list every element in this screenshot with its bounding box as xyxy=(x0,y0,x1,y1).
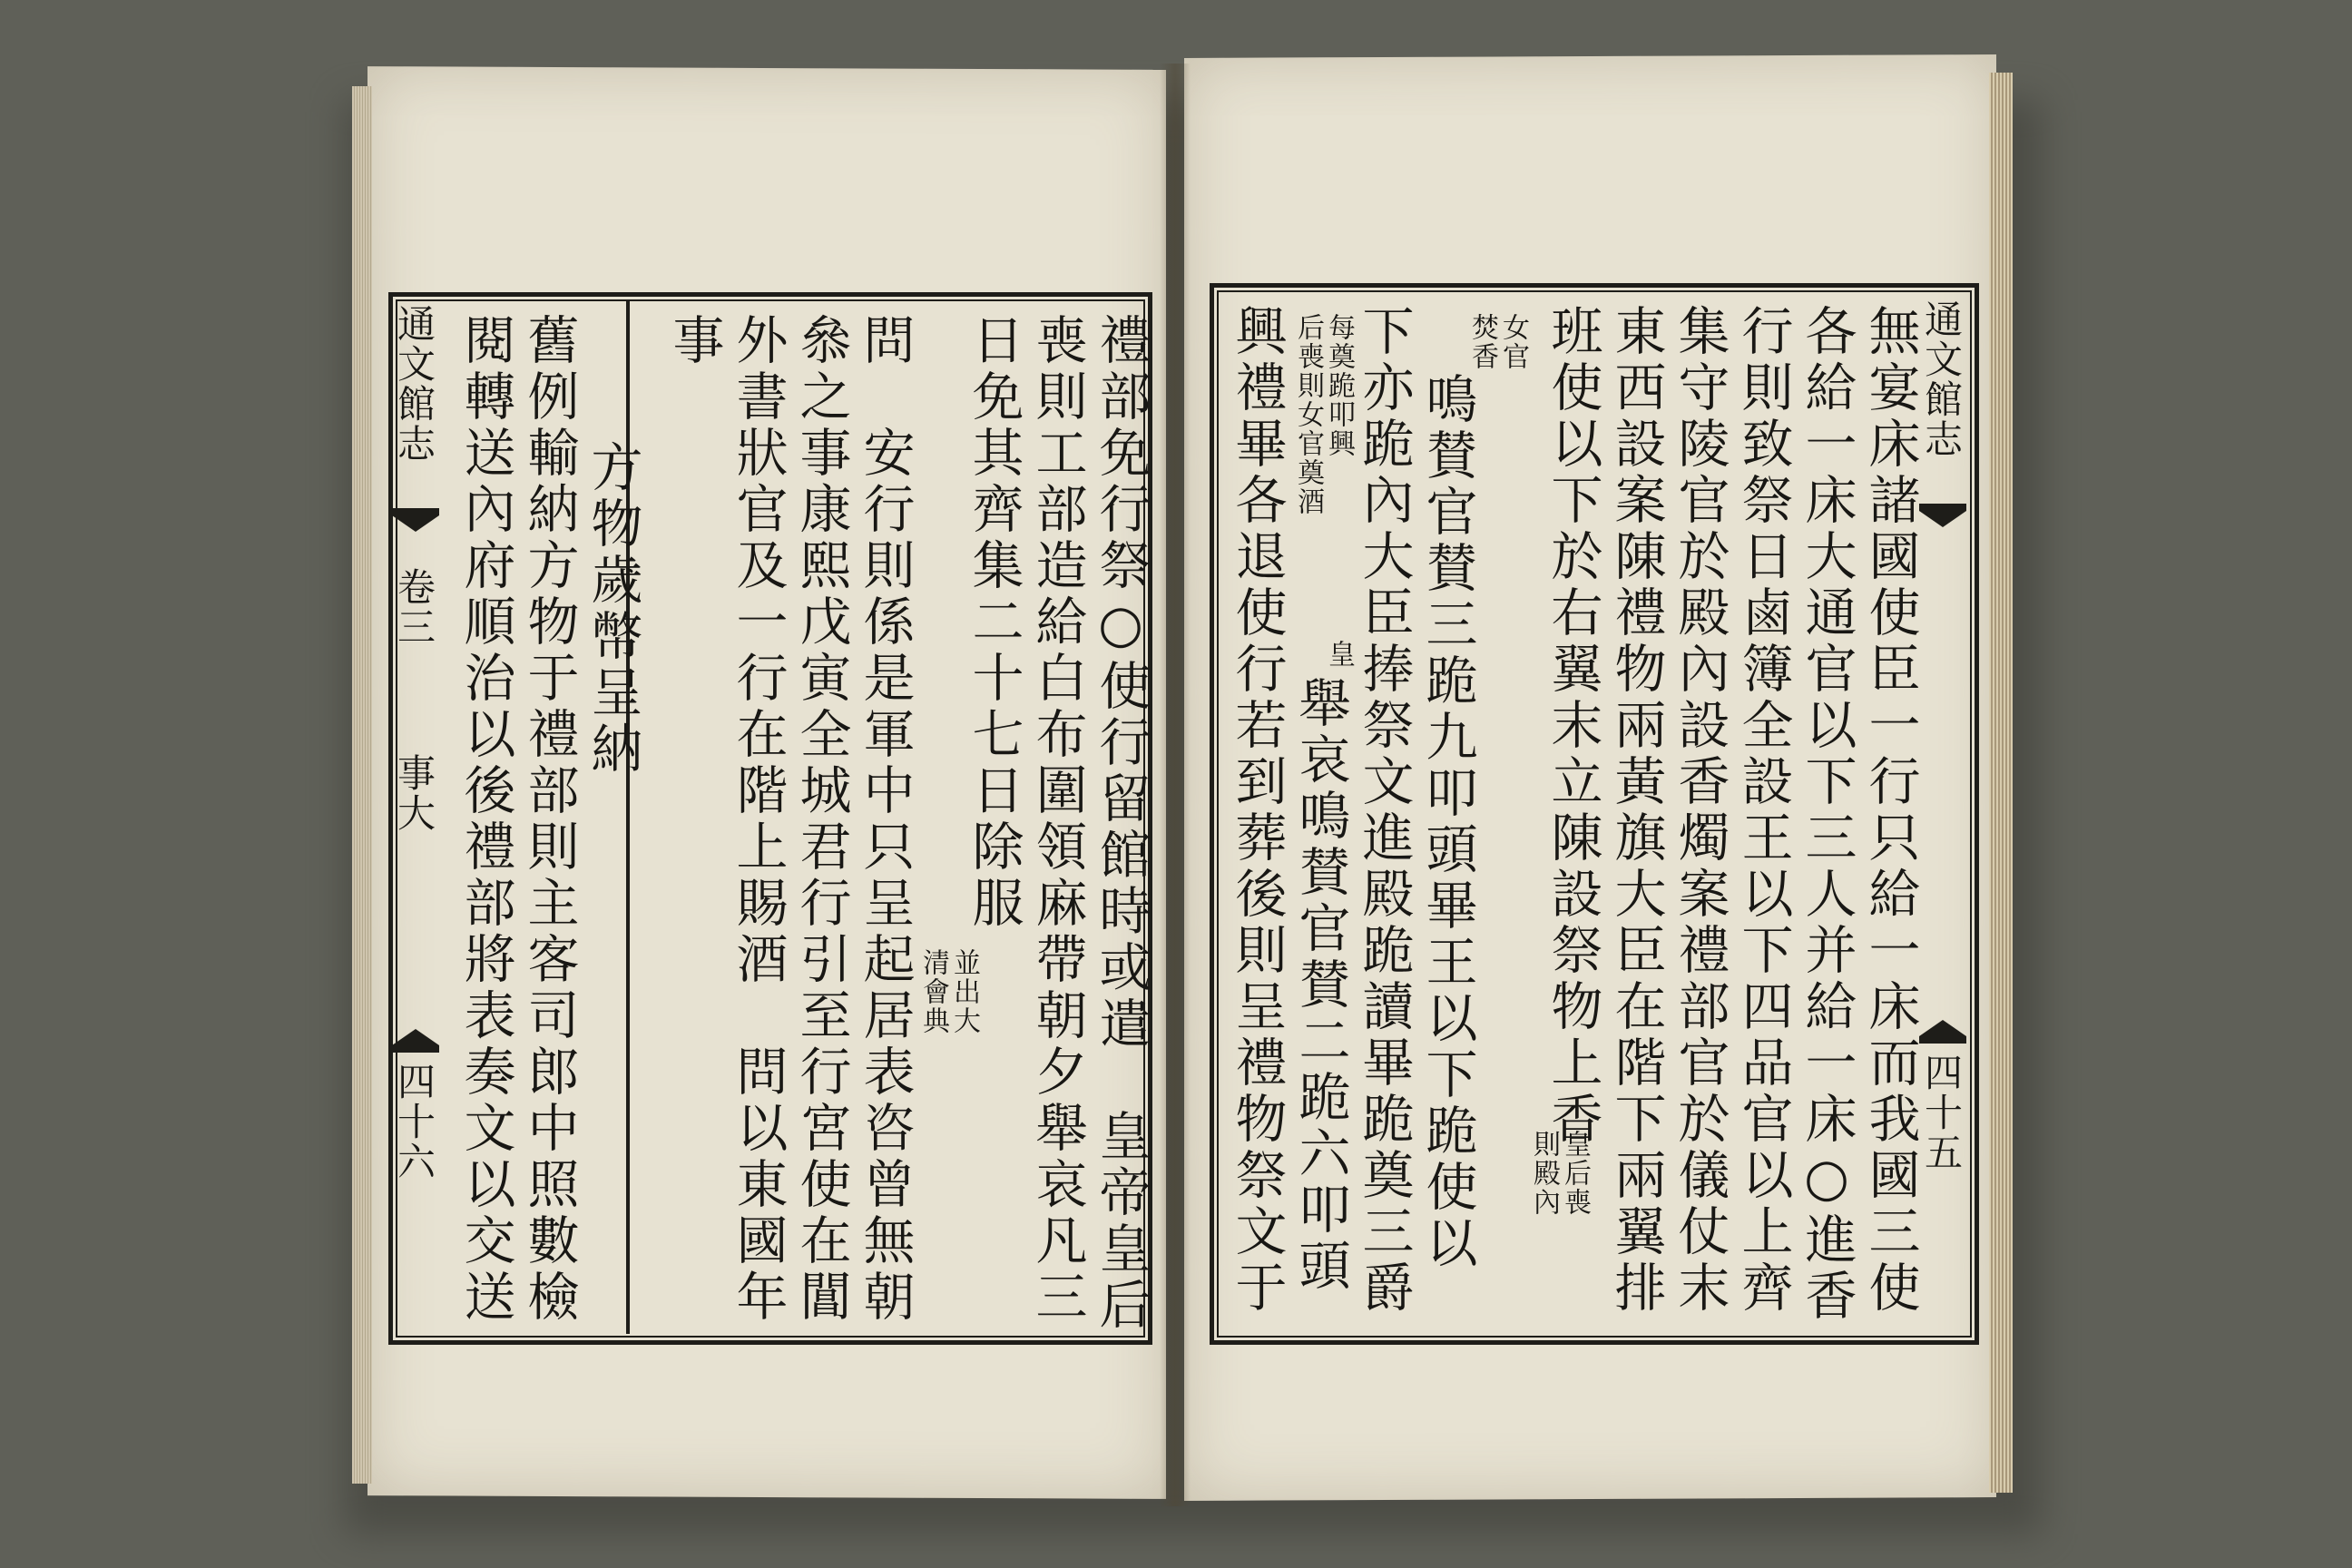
text-column: 鳴賛官賛三跪九叩頭畢王以下跪使以 xyxy=(1417,372,1477,1272)
text-column: 外書狀官及一行在階上賜酒 問以東國年 xyxy=(728,313,788,1326)
gloss-line: 女官 xyxy=(1497,313,1529,371)
gloss-line: 皇 xyxy=(1323,640,1355,669)
left-margin-title: 通文館志 xyxy=(392,304,436,464)
text-column: 無宴床諸國使臣一行只給一床而我國三使 xyxy=(1860,304,1920,1317)
text-column: 行則致祭日鹵簿全設王以下四品官以上齊 xyxy=(1733,304,1793,1317)
right-margin-title: 通文館志 xyxy=(1919,299,1964,459)
right-page-edge xyxy=(1989,73,2013,1493)
gloss-line: 並出大 xyxy=(948,948,980,1035)
text-column: 事 xyxy=(664,313,724,369)
fish-tail-ornament xyxy=(1919,504,1966,540)
text-column: 各給一床大通官以下三人并給一床○進香 xyxy=(1797,304,1857,1325)
text-column: 閱轉送內府順治以後禮部將表奏文以交送 xyxy=(456,313,515,1326)
left-margin-volume: 卷三 xyxy=(392,567,436,647)
text-column: 班使以下於右翼末立陳設祭物上香 xyxy=(1543,304,1602,1148)
text-column: 日免其齊集二十七日除服 xyxy=(964,313,1024,932)
text-column: 東西設案陳禮物兩黃旗大臣在階下兩翼排 xyxy=(1606,304,1666,1317)
fish-tail-ornament xyxy=(392,508,439,544)
text-column: 問 安行則係是軍中只呈起居表咨曾無朝 xyxy=(855,313,915,1326)
text-column: 喪則工部造給白布圍領麻帶朝夕舉哀凡三 xyxy=(1027,313,1087,1326)
gloss-line: 皇后喪 xyxy=(1559,1130,1591,1217)
gloss-line: 后喪則女官奠酒 xyxy=(1292,313,1324,516)
fish-tail-ornament xyxy=(392,1016,439,1053)
right-margin-page-number: 四十五 xyxy=(1919,1053,1964,1172)
book-gutter xyxy=(1160,64,1191,1506)
left-margin-page-number: 四十六 xyxy=(392,1062,436,1181)
gloss-line: 焚香 xyxy=(1466,313,1498,371)
text-column: 舉哀鳴賛官賛二跪六叩頭 xyxy=(1290,676,1350,1295)
text-column: 集守陵官於殿內設香燭案禮部官於儀仗末 xyxy=(1670,304,1730,1317)
left-margin-section: 事大 xyxy=(392,753,436,833)
text-column: 下亦跪內大臣捧祭文進殿跪讀畢跪奠三爵 xyxy=(1354,304,1414,1317)
text-column: 舊例輸納方物于禮部則主客司郎中照數檢 xyxy=(519,313,579,1326)
gloss-line: 清會典 xyxy=(917,948,949,1035)
gloss-line: 則殿內 xyxy=(1528,1130,1560,1217)
text-column: 叅之事康熙戊寅全城君行引至行宮使在閶 xyxy=(791,313,851,1326)
text-column: 禮部免行祭○使行留館時或遣 皇帝皇后 xyxy=(1091,313,1151,1334)
fish-tail-ornament xyxy=(1919,1007,1966,1044)
gloss-line: 每奠跪叩興 xyxy=(1323,313,1355,458)
text-column: 興禮畢各退使行若到葬後則呈禮物祭文于 xyxy=(1227,304,1287,1317)
left-page-edge xyxy=(352,86,372,1484)
section-heading: 方物歲幣呈納 xyxy=(583,440,642,778)
